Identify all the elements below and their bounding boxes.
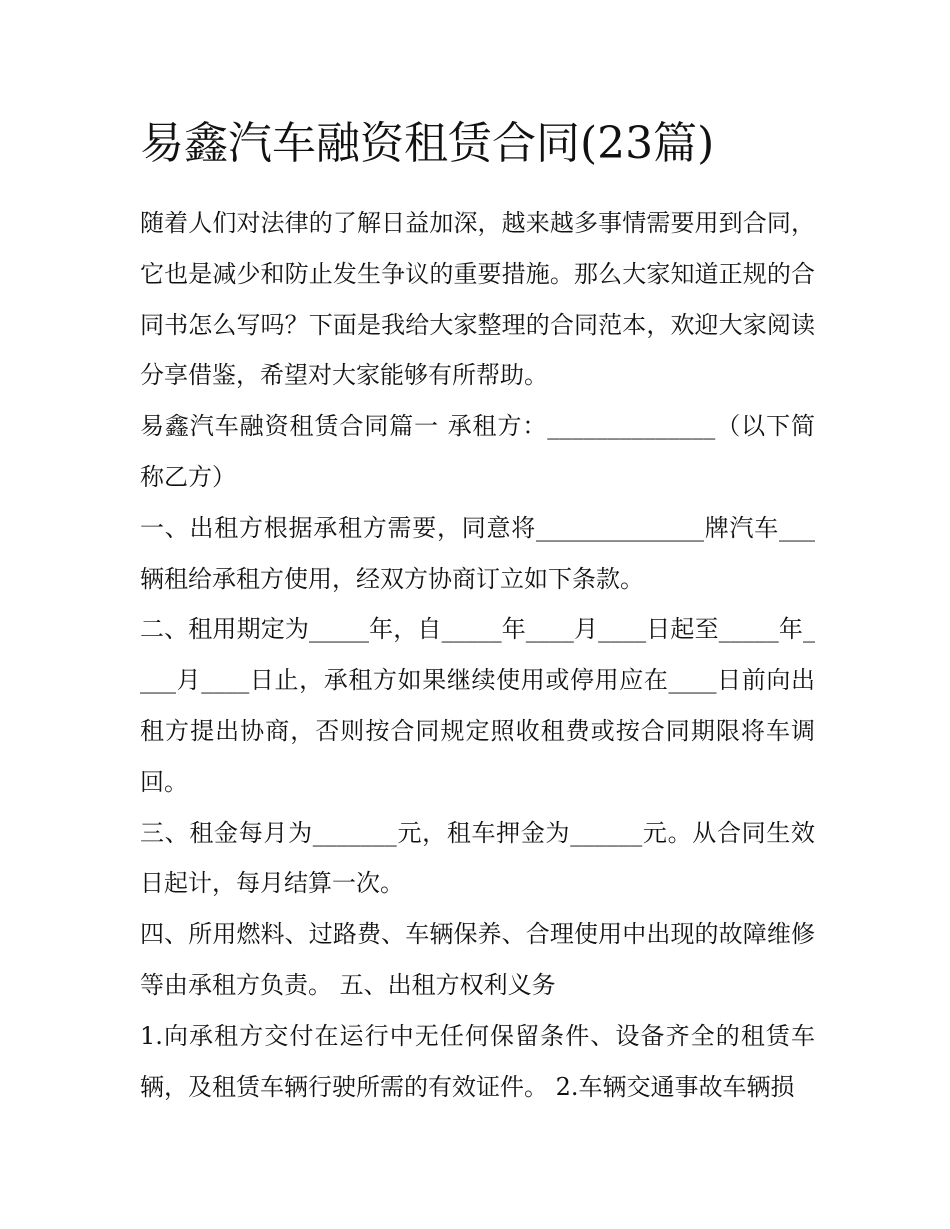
paragraph-contract-header: 易鑫汽车融资租赁合同篇一 承租方：______________（以下简称乙方）	[140, 412, 815, 491]
document-body	[140, 198, 815, 1112]
paragraph-clause-3: 三、租金每月为_______元，租车押金为______元。从合同生效日起计，每月结算一次。	[140, 818, 815, 898]
paragraph-clause-1: 一、出租方根据承租方需要，同意将______________牌汽车___辆租给承租方使用，经双方协商订立如下条款。	[140, 513, 815, 593]
paragraph-clause-2: 二、租用期定为_____年，自_____年____月____日起至_____年____月____日止，承租方如果继续使用或停用应在____日前向出租方提出协商，否则按合同规定照收租费或按合同期限将车调回。	[140, 615, 815, 796]
paragraph-lessor-duties: 1.向承租方交付在运行中无任何保留条件、设备齐全的租赁车辆，及租赁车辆行驶所需的有效证件。 2.车辆交通事故车辆损	[140, 1021, 815, 1101]
paragraph-intro: 随着人们对法律的了解日益加深，越来越多事情需要用到合同，它也是减少和防止发生争议的重要措施。那么大家知道正规的合同书怎么写吗？下面是我给大家整理的合同范本，欢迎大家阅读分享借鉴，希望对大家能够有所帮助。	[140, 209, 815, 390]
document-title: 易鑫汽车融资租赁合同(23篇)	[140, 118, 715, 169]
paragraph-clause-4: 四、所用燃料、过路费、车辆保养、合理使用中出现的故障维修等由承租方负责。 五、出租方权利义务	[140, 920, 815, 999]
